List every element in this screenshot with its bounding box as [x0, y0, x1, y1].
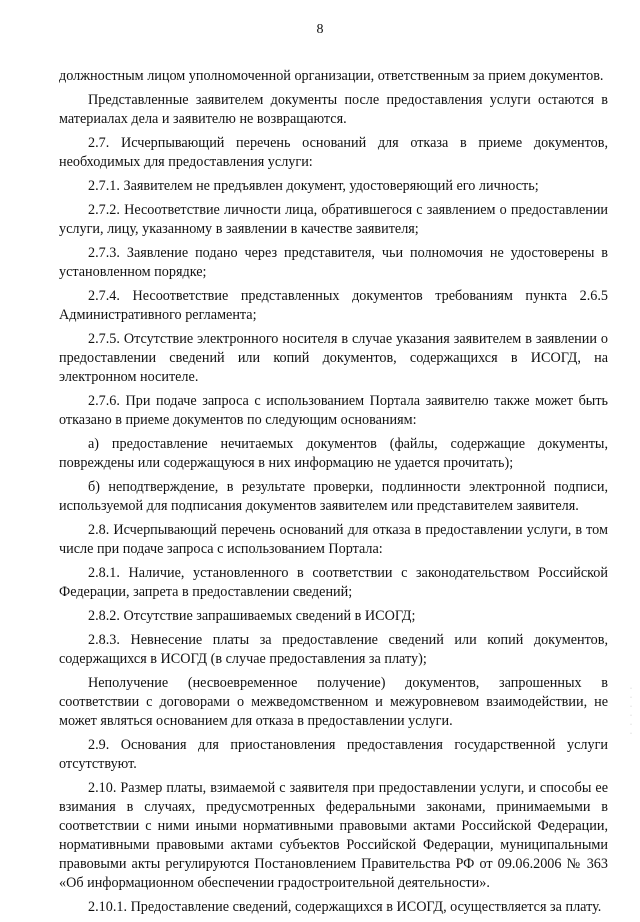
paragraph: 2.10. Размер платы, взимаемой с заявителя при предоставлении услуги, и способы ее взимания в случаях, предусмотренных федеральными законами, принимаемыми в соответствии с ними иными нормативными правовыми актами Российской Федерации, нормативными правовыми актами субъектов Российской Федерации, муниципальными правовыми акты регулируются Постановлением Правительства РФ от 09.06.2006 № 363 «Об информационном обеспечении градостроительной деятельности».: [59, 780, 608, 891]
paragraph: 2.7.5. Отсутствие электронного носителя в случае указания заявителем в заявлении о предоставлении сведений или копий документов, содержащихся в ИСОГД, на электронном носителе.: [59, 331, 608, 385]
body-text: [59, 67, 608, 922]
paragraph: Представленные заявителем документы после предоставления услуги остаются в материалах дела и заявителю не возвращаются.: [59, 92, 608, 127]
paragraph: 2.7.6. При подаче запроса с использованием Портала заявителю также может быть отказано в приеме документов по следующим основаниям:: [59, 393, 608, 428]
scan-margin-marks: · · · · · ·: [630, 686, 632, 737]
paragraph: а) предоставление нечитаемых документов (файлы, содержащие документы, повреждены или содержащуюся в них информацию не удается прочитать);: [59, 436, 608, 471]
paragraph: 2.9. Основания для приостановления предоставления государственной услуги отсутствуют.: [59, 737, 608, 772]
paragraph: 2.10.1. Предоставление сведений, содержащихся в ИСОГД, осуществляется за плату.: [88, 899, 602, 915]
paragraph: должностным лицом уполномоченной организации, ответственным за прием документов.: [59, 68, 604, 84]
paragraph: 2.7.1. Заявителем не предъявлен документ, удостоверяющий его личность;: [88, 178, 539, 194]
paragraph: 2.8.1. Наличие, установленного в соответствии с законодательством Российской Федерации, запрета в предоставлении сведений;: [59, 565, 608, 600]
paragraph: 2.7.3. Заявление подано через представителя, чьи полномочия не удостоверены в установленном порядке;: [59, 245, 608, 280]
paragraph: 2.7.2. Несоответствие личности лица, обратившегося с заявлением о предоставлении услуги, лицу, указанному в заявлении в качестве заявителя;: [59, 202, 608, 237]
paragraph: 2.8.2. Отсутствие запрашиваемых сведений в ИСОГД;: [88, 608, 416, 624]
paragraph: 2.8. Исчерпывающий перечень оснований для отказа в предоставлении услуги, в том числе при подаче запроса с использованием Портала:: [59, 522, 608, 557]
paragraph: б) неподтверждение, в результате проверки, подлинности электронной подписи, используемой для подписания документов заявителем или представителем заявителя.: [59, 479, 608, 514]
page-number: 8: [316, 22, 324, 37]
paragraph: 2.7. Исчерпывающий перечень оснований для отказа в приеме документов, необходимых для предоставления услуги:: [59, 135, 608, 170]
paragraph: Неполучение (несвоевременное получение) документов, запрошенных в соответствии с договорами о межведомственном и межуровневом взаимодействии, не может являться основанием для отказа в предоставлении услуги.: [59, 675, 608, 729]
paragraph: 2.8.3. Невнесение платы за предоставление сведений или копий документов, содержащихся в ИСОГД (в случае предоставления за плату);: [59, 632, 608, 667]
paragraph: 2.7.4. Несоответствие представленных документов требованиям пункта 2.6.5 Административного регламента;: [59, 288, 608, 323]
